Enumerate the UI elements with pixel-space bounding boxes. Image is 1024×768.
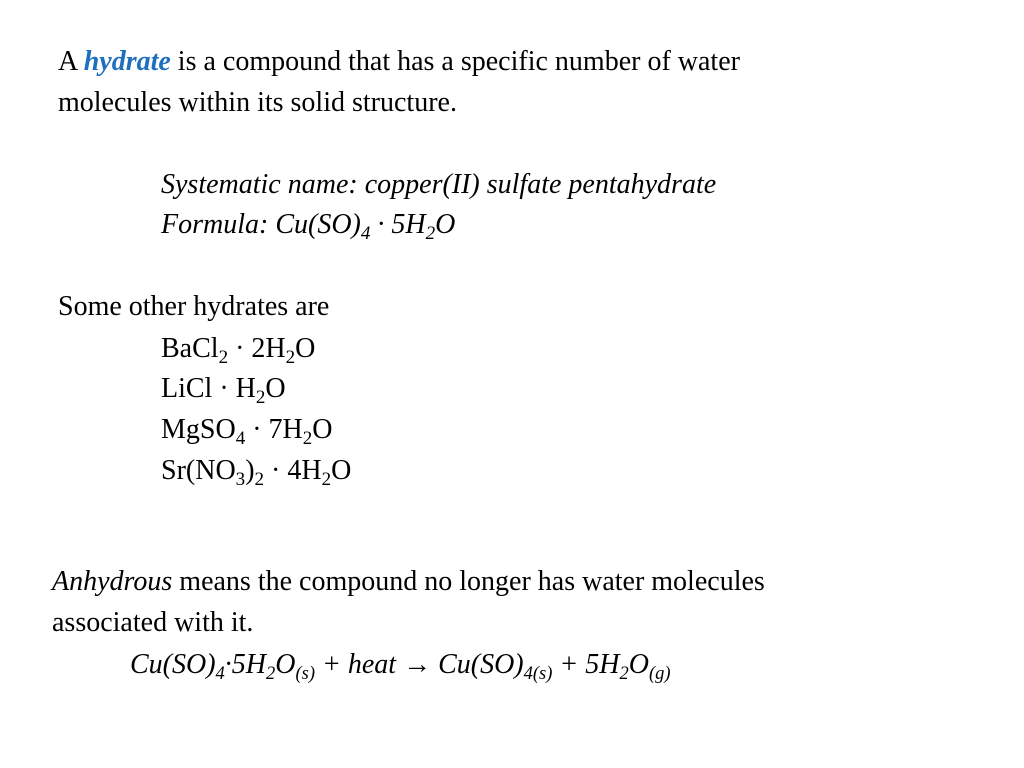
hydrate-term: hydrate	[83, 46, 171, 77]
formula-subscript: 2	[425, 223, 436, 245]
formula-text: · 4H	[264, 455, 322, 486]
formula-text: LiCl · H	[161, 373, 256, 404]
dehydration-equation	[130, 649, 671, 683]
hydrate-bacl2	[161, 333, 316, 369]
formula-subscript: 3	[235, 469, 246, 491]
formula-subscript: 2	[302, 428, 313, 450]
equation-subscript: 4	[215, 662, 225, 683]
formula-text: )	[245, 455, 255, 486]
formula-text: O	[265, 373, 286, 404]
definition-text: means the compound no longer has water molecules	[172, 566, 765, 597]
formula-subscript: 2	[321, 469, 332, 491]
formula-text: O	[435, 209, 456, 240]
equation-subscript: 2	[619, 662, 629, 683]
formula-text: · 5H	[370, 209, 426, 240]
equation-subscript: (s)	[295, 662, 315, 683]
hydrate-licl	[161, 373, 286, 409]
formula-text: Sr(NO	[161, 455, 236, 486]
equation-text: O	[628, 649, 649, 680]
systematic-name: Systematic name: copper(II) sulfate pentahydrate	[161, 169, 717, 200]
formula-subscript: 2	[254, 469, 265, 491]
formula-text: BaCl	[161, 333, 219, 364]
anhydrous-definition-line-1	[52, 568, 765, 596]
formula-line	[161, 209, 456, 245]
equation-text: Cu(SO)	[130, 649, 216, 680]
formula-subscript: 2	[255, 387, 266, 409]
hydrate-definition-line-1	[58, 48, 740, 76]
formula-text: O	[331, 455, 352, 486]
formula-text: MgSO	[161, 414, 236, 445]
equation-subscript: (g)	[648, 662, 671, 683]
anhydrous-term: Anhydrous	[52, 566, 173, 597]
formula-text: O	[312, 414, 333, 445]
formula-subscript: 2	[218, 347, 229, 369]
formula-text: · 7H	[245, 414, 303, 445]
hydrate-definition-line-2: molecules within its solid structure.	[58, 87, 457, 118]
equation-subscript: 4(s)	[523, 662, 553, 683]
anhydrous-definition-line-2: associated with it.	[52, 607, 254, 638]
article-a: A	[58, 46, 77, 77]
equation-text: O	[275, 649, 296, 680]
other-hydrates-heading: Some other hydrates are	[58, 291, 330, 322]
formula-subscript: 4	[360, 223, 371, 245]
formula-subscript: 4	[235, 428, 246, 450]
equation-text: ·5H	[224, 649, 267, 680]
equation-text: + heat → Cu(SO)	[314, 649, 524, 680]
formula-subscript: 2	[285, 347, 296, 369]
hydrate-srno3	[161, 455, 352, 491]
definition-text: is a compound that has a specific number of water	[177, 46, 740, 77]
formula-text: O	[295, 333, 316, 364]
equation-subscript: 2	[266, 662, 276, 683]
formula-text: · 2H	[228, 333, 286, 364]
equation-text: + 5H	[552, 649, 620, 680]
formula-text: Formula: Cu(SO)	[161, 209, 361, 240]
hydrate-mgso4	[161, 414, 333, 450]
